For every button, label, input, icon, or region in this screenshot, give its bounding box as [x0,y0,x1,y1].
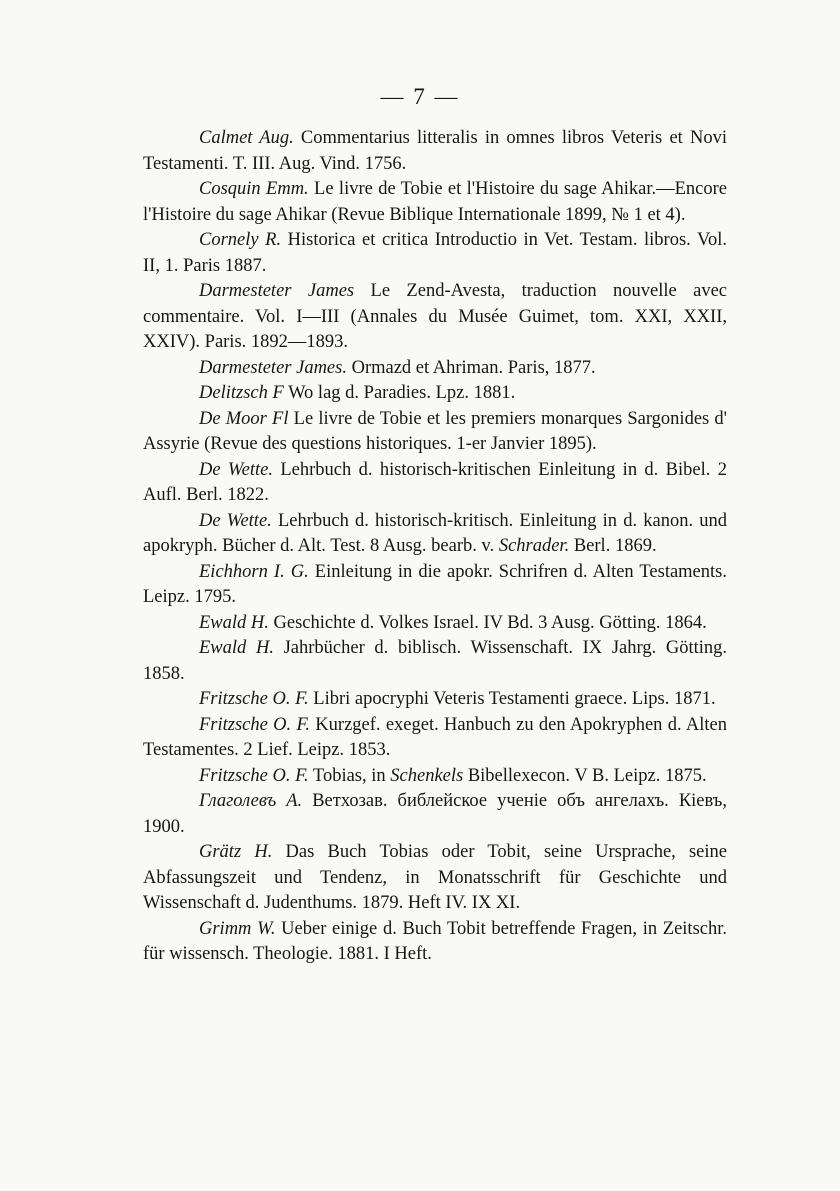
entry-text: Kurzgef. exeget. Hanbuch zu den Apokryphen d. Alten Testamentes. 2 Lief. Leipz. 1853. [143,714,727,760]
entry-author: Cornely R. [199,230,282,250]
bibliography-entry [143,177,727,228]
entry-author: Глаголевъ А. [199,791,303,811]
entry-author: Fritzsche O. F. [199,714,310,735]
entry-author: Calmet Aug. [199,128,294,148]
bibliography-list [143,126,727,968]
bibliography-entry [143,840,727,917]
bibliography-entry [143,407,727,458]
entry-text: Geschichte d. Volkes Israel. IV Bd. 3 Ausg. Götting. 1864. [268,612,707,633]
entry-text: Das Buch Tobias oder Tobit, seine Ursprache, seine Abfassungszeit und Tendenz, in Monatsschrift für Geschichte und Wissenschaft d. Judenthums. 1879. Heft IV. IX XI. [143,842,727,913]
entry-text: Le Zend-Avesta, traduction nouvelle avec commentaire. Vol. I—III (Annales du Musée Guimet, tom. XXI, XXII, XXIV). Paris. 1892—1893. [143,281,728,352]
bibliography-entry [143,611,727,637]
bibliography-entry [143,917,727,968]
bibliography-entry [143,279,727,356]
bibliography-entry [143,560,727,611]
entry-author: Ewald H. [199,638,274,658]
entry-author: Eichhorn I. G. [199,561,309,582]
entry-text: Ветхозав. библейское ученіе объ ангелахъ. Кіевъ, 1900. [143,791,727,837]
entry-text: Tobias, in [308,765,391,786]
entry-text: Commentarius litteralis in omnes libros Veteris et Novi Testamenti. T. III. Aug. Vind. 1756. [143,128,727,174]
entry-author: Grimm W. [199,918,276,939]
entry-text: Historica et critica Introductio in Vet. Testam. libros. Vol. II, 1. Paris 1887. [143,230,728,276]
bibliography-entry [143,713,727,764]
bibliography-entry [143,458,727,509]
entry-author: Delitzsch F [199,383,284,403]
bibliography-entry [143,509,727,560]
entry-text: Le livre de Tobie et les premiers monarques Sargonides d' Assyrie (Revue des questions historiques. 1-er Janvier 1895). [143,408,727,454]
entry-text: Le livre de Tobie et l'Histoire du sage Ahikar.—Encore l'Histoire du sage Ahikar (Revue Biblique Internationale 1899, № 1 et 4). [143,179,727,225]
bibliography-entry [143,687,727,713]
bibliography-entry [143,636,727,687]
entry-author: Grätz H. [199,842,273,862]
bibliography-entry [143,789,727,840]
entry-author: Fritzsche O. F. [199,689,309,709]
entry-text: Jahrbücher d. biblisch. Wissenschaft. IX Jahrg. Götting. 1858. [143,638,728,684]
bibliography-entry [143,356,727,382]
entry-text: Wo lag d. Paradies. Lpz. 1881. [283,383,516,403]
entry-author: Darmesteter James. [199,357,347,378]
bibliography-entry [143,764,727,790]
entry-text: Ueber einige d. Buch Tobit betreffende Fragen, in Zeitschr. für wissensch. Theologie. 1881. I Heft. [143,918,728,964]
entry-text: Lehrbuch d. historisch-kritisch. Einleitung in d. kanon. und apokryph. Bücher d. Alt. Test. 8 Ausg. bearb. v. [143,510,727,556]
entry-author: Darmesteter James [199,281,355,301]
entry-author: Fritzsche O. F. [199,765,309,786]
bibliography-entry [143,126,727,177]
entry-author: Ewald H. [199,612,269,633]
entry-author: De Wette. [199,510,272,531]
entry-cited-name: Schrader. [498,536,570,556]
entry-cited-name: Schenkels [390,765,464,786]
entry-author: De Moor Fl [199,408,289,429]
entry-text: Libri apocryphi Veteris Testamenti graece. Lips. 1871. [308,689,716,709]
entry-author: De Wette. [199,459,273,480]
entry-text-tail: Berl. 1869. [569,536,657,556]
bibliography-entry [143,228,727,279]
page-number: — 7 — [380,84,460,109]
entry-text: Ormazd et Ahriman. Paris, 1877. [346,357,596,378]
entry-author: Cosquin Emm. [199,179,309,199]
entry-text: Einleitung in die apokr. Schrifren d. Alten Testaments. Leipz. 1795. [143,561,727,607]
bibliography-entry [143,381,727,407]
entry-text-tail: Bibellexecon. V B. Leipz. 1875. [463,765,707,786]
entry-text: Lehrbuch d. historisch-kritischen Einleitung in d. Bibel. 2 Aufl. Berl. 1822. [143,459,727,505]
